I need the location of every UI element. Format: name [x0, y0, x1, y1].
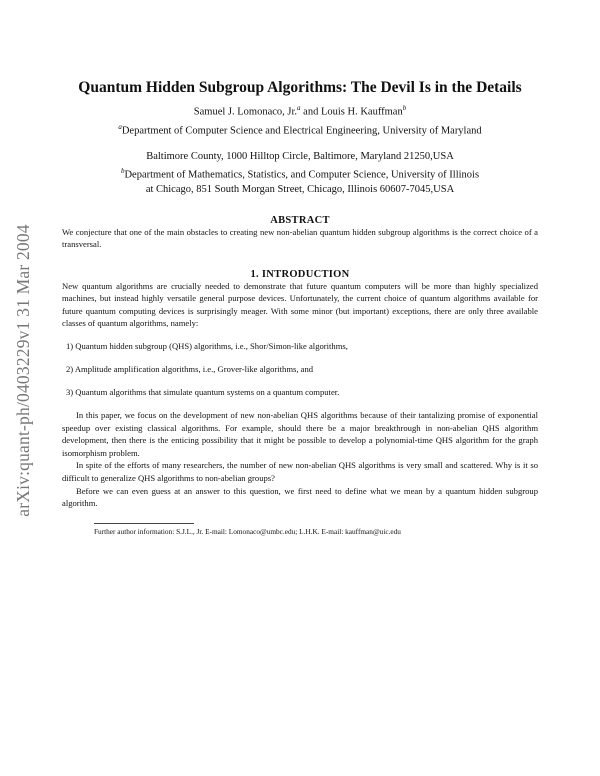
- affiliation-a-line1: [62, 120, 538, 139]
- author-sup: b: [402, 104, 407, 112]
- affiliation-text: Department of Mathematics, Statistics, and Computer Science, University of Illinois: [124, 169, 480, 181]
- affiliation-a-line2: [62, 150, 538, 164]
- paper-title: Quantum Hidden Subgroup Algorithms: The Devil Is in the Details: [78, 79, 522, 96]
- author-sup: a: [297, 104, 301, 112]
- author-line: [62, 104, 538, 118]
- list-item: 1) Quantum hidden subgroup (QHS) algorithms, i.e., Shor/Simon-like algorithms,: [66, 341, 348, 352]
- list-item: 3) Quantum algorithms that simulate quantum systems on a quantum computer.: [66, 387, 340, 398]
- author-connector: and: [300, 106, 321, 118]
- intro-paragraph-3: In spite of the efforts of many researchers, the number of new non-abelian QHS algorithms is very small and scattered. Why is it so difficult to generalize QHS algorithms to non-abelian groups?: [62, 460, 538, 484]
- affiliation-sup: b: [120, 167, 125, 175]
- affiliation-text: at Chicago, 851 South Morgan Street, Chicago, Illinois 60607-7045,USA: [145, 183, 455, 195]
- arxiv-identifier: arXiv:quant-ph/0403229v1 31 Mar 2004: [12, 223, 33, 517]
- introduction-heading: 1. INTRODUCTION: [250, 268, 350, 280]
- affiliation-b-line2: [62, 183, 538, 197]
- intro-paragraph-1: New quantum algorithms are crucially needed to demonstrate that future quantum computers will be more than highly specialized machines, but instead highly versatile general purpose devices. Unfortunately, the current choice of quantum algorithms available for future quantum computing devices is surprisingly meager. With some minor (but important) exceptions, there are only three available classes of quantum algorithms, namely:: [62, 280, 538, 329]
- author-name: Louis H. Kauffman: [320, 106, 403, 118]
- intro-paragraph-4: Before we can even guess at an answer to this question, we first need to define what we mean by a quantum hidden subgroup algorithm.: [62, 485, 538, 509]
- abstract-text: We conjecture that one of the main obstacles to creating new non-abelian quantum hidden subgroup algorithms is the correct choice of a transversal.: [62, 226, 538, 250]
- algorithm-classes-list: [62, 340, 538, 398]
- abstract-heading: ABSTRACT: [270, 214, 330, 226]
- affiliation-b-line1: [62, 164, 538, 183]
- affiliation-text: Department of Computer Science and Electrical Engineering, University of Maryland: [121, 125, 482, 136]
- author-name: Samuel J. Lomonaco, Jr.: [193, 106, 298, 118]
- paper-page: [62, 78, 538, 536]
- footnote: Further author information: S.J.L., Jr. E-mail: Lomonaco@umbc.edu; L.H.K. E-mail: kauffman@uic.edu: [94, 526, 401, 536]
- list-item: 2) Amplitude amplification algorithms, i.e., Grover-like algorithms, and: [66, 364, 314, 375]
- affiliation-text: Baltimore County, 1000 Hilltop Circle, Baltimore, Maryland 21250,USA: [146, 151, 454, 162]
- footnote-divider: [94, 523, 194, 524]
- affiliation-sup: a: [118, 122, 122, 131]
- arxiv-identifier-margin: [12, 190, 34, 550]
- intro-paragraph-2: In this paper, we focus on the development of new non-abelian QHS algorithms because of their tantalizing promise of exponential speedup over existing classical algorithms. For example, should there be a major breakthrough in non-abelian QHS algorithm development, then there is the enticing possibility that it might be possible to develop a polynomial-time QHS algorithm for the graph isomorphism problem.: [62, 410, 538, 458]
